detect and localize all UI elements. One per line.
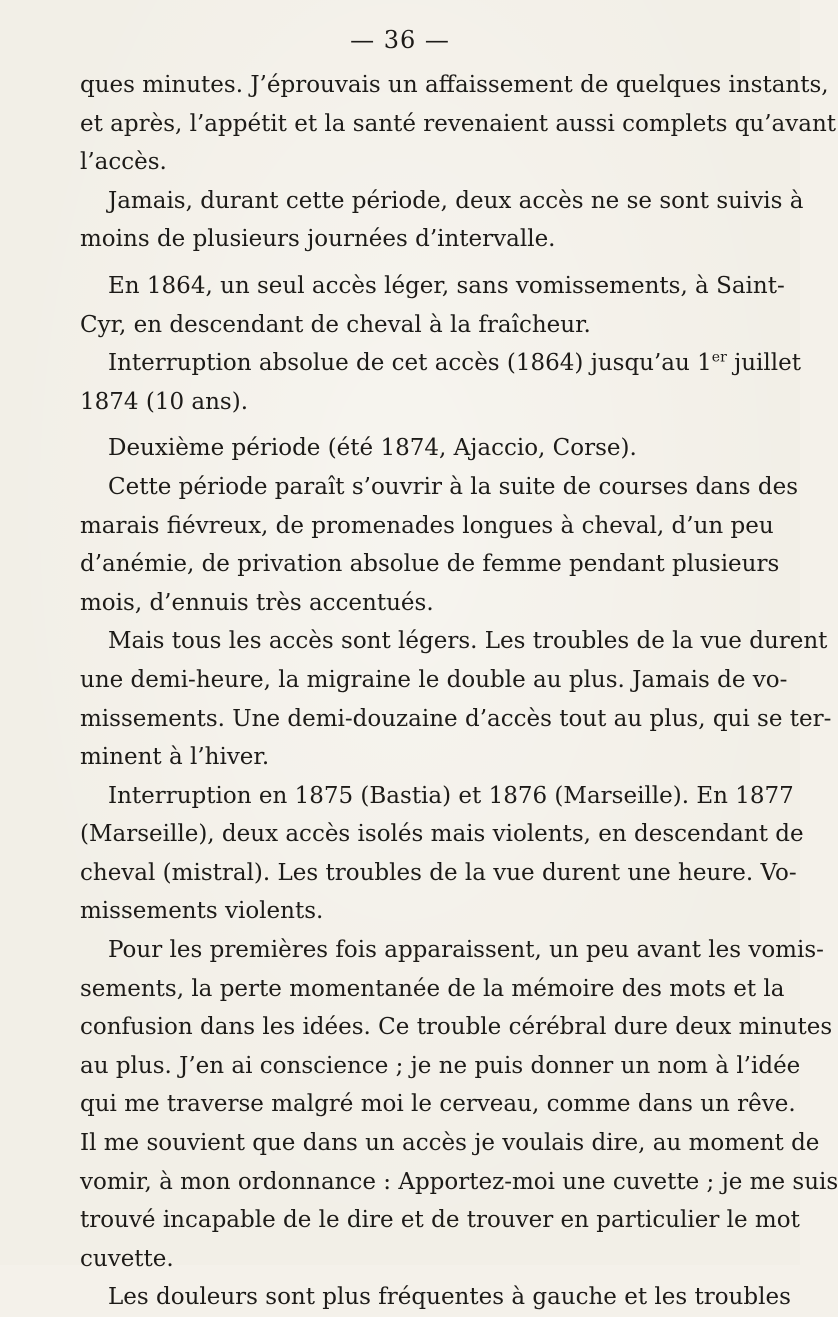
text-line: cheval (mistral). Les troubles de la vue durent une heure. Vo- <box>80 859 797 886</box>
text-line: minent à l’hiver. <box>80 744 270 771</box>
text-line: l’accès. <box>80 149 167 176</box>
text-line: qui me traverse malgré moi le cerveau, comme dans un rêve. <box>80 1091 796 1118</box>
paragraph <box>80 931 838 1278</box>
text-line: Pour les premières fois apparaissent, un peu avant les vomis- <box>108 937 824 964</box>
text-line: Interruption en 1875 (Bastia) et 1876 (Marseille). En 1877 <box>108 782 794 809</box>
paragraph <box>80 344 801 421</box>
text-line: 1874 (10 ans). <box>80 388 249 415</box>
text-line: missements violents. <box>80 898 324 925</box>
text-line: ques minutes. J’éprouvais un affaissement de quelques instants, <box>80 72 829 98</box>
text-line: sements, la perte momentanée de la mémoire des mots et la <box>80 975 785 1002</box>
text-line: vomir, à mon ordonnance : Apportez-moi une cuvette ; je me suis <box>80 1168 838 1195</box>
text-line: trouvé incapable de le dire et de trouver en particulier le mot <box>80 1207 800 1234</box>
text-line: (Marseille), deux accès isolés mais violents, en descendant de <box>80 821 804 848</box>
paragraph <box>80 267 785 344</box>
text-line: confusion dans les idées. Ce trouble cérébral dure deux minutes <box>80 1014 833 1041</box>
text-line: Jamais, durant cette période, deux accès ne se sont suivis à <box>108 187 804 214</box>
text-line: Cyr, en descendant de cheval à la fraîcheur. <box>80 311 591 338</box>
paragraph <box>80 468 799 622</box>
text-line: Il me souvient que dans un accès je voulais dire, au moment de <box>80 1130 820 1157</box>
text-line: cuvette. <box>80 1245 174 1272</box>
page-number: — 36 — <box>350 26 450 54</box>
text-line: mois, d’ennuis très accentués. <box>80 589 434 616</box>
text-line: marais fiévreux, de promenades longues à cheval, d’un peu <box>80 512 774 539</box>
text-line: Interruption absolue de cet accès (1864) jusqu’au 1er juillet <box>108 349 801 377</box>
paragraph <box>80 182 804 259</box>
paragraph <box>80 777 804 931</box>
paragraph <box>80 1278 791 1317</box>
text-line: au plus. J’en ai conscience ; je ne puis donner un nom à l’idée <box>80 1052 801 1079</box>
text-line: et après, l’appétit et la santé revenaient aussi complets qu’avant <box>80 110 837 137</box>
paragraph-gap <box>80 259 762 267</box>
text-line: Les douleurs sont plus fréquentes à gauche et les troubles <box>108 1284 791 1311</box>
page-text <box>80 66 838 1317</box>
text-line: Mais tous les accès sont légers. Les troubles de la vue durent <box>108 628 828 655</box>
text-line: une demi-heure, la migraine le double au plus. Jamais de vo- <box>80 666 788 693</box>
text-line: moins de plusieurs journées d’intervalle. <box>80 226 556 253</box>
text-line: d’anémie, de privation absolue de femme pendant plusieurs <box>80 551 780 578</box>
text-line: Deuxième période (été 1874, Ajaccio, Corse). <box>108 435 637 462</box>
paragraph-gap <box>80 421 762 429</box>
text-line: missements. Une demi-douzaine d’accès tout au plus, qui se ter- <box>80 705 832 732</box>
paragraph <box>80 622 832 776</box>
paragraph <box>80 429 762 468</box>
paragraph <box>80 66 837 182</box>
text-line: En 1864, un seul accès léger, sans vomissements, à Saint- <box>108 272 785 299</box>
text-line: Cette période paraît s’ouvrir à la suite de courses dans des <box>108 473 799 500</box>
